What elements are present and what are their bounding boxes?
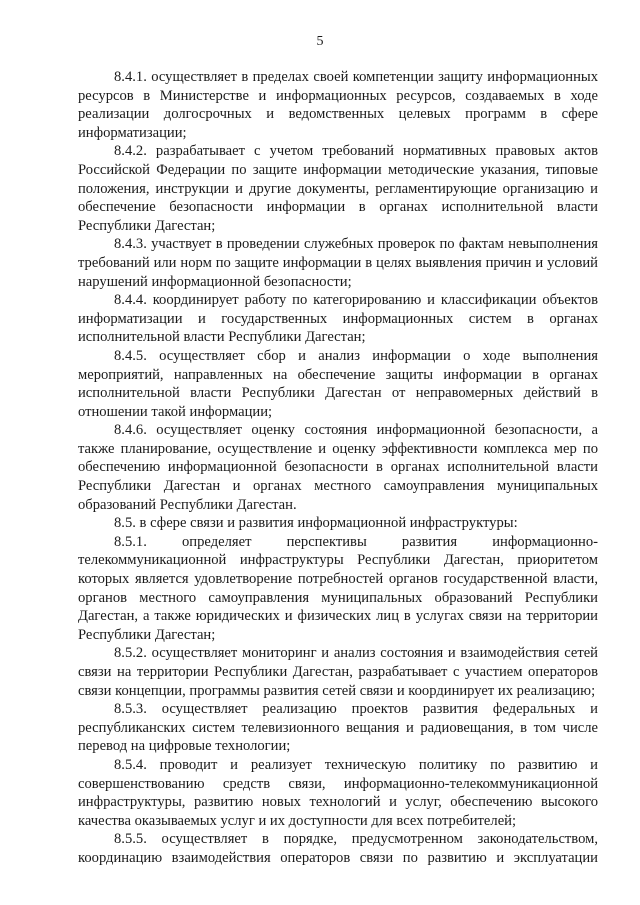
page-number: 5 [316,34,324,49]
paragraph-8-4-6: 8.4.6. осуществляет оценку состояния информационной безопасности, а также планирование, осуществление и оценку эффективности комплекса мер по обеспечению информационной безопасности в органах исполнительной власти Республики Дагестан и органах местного самоуправления муниципальных образований Республики Дагестан. [78,422,598,513]
document-body [78,68,598,868]
paragraph-8-5-5: 8.5.5. осуществляет в порядке, предусмотренном законодательством, координацию взаимодействия операторов связи по развитию и эксплуатации [78,831,598,866]
paragraph-8-5-4: 8.5.4. проводит и реализует техническую политику по развитию и совершенствованию средств связи, информационно-телекоммуникационной инфраструктуры, развитию новых технологий и услуг, обеспечению высокого качества оказываемых услуг и их доступности для всех потребителей; [78,756,598,829]
section-heading-8-5: 8.5. в сфере связи и развития информационной инфраструктуры: [114,515,518,532]
paragraph-8-4-2: 8.4.2. разрабатывает с учетом требований нормативных правовых актов Российской Федерации по защите информации методические указания, типовые положения, инструкции и другие документы, регламентирующие организацию и обеспечение безопасности информации в органах исполнительной власти Республики Дагестан; [78,143,598,234]
paragraph-8-5-2: 8.5.2. осуществляет мониторинг и анализ состояния и взаимодействия сетей связи на территории Республики Дагестан, разрабатывает с участием операторов связи концепции, программы развития сетей связи и координирует их реализацию; [78,645,598,699]
paragraph-8-5-3: 8.5.3. осуществляет реализацию проектов развития федеральных и республиканских систем телевизионного вещания и радиовещания, в том числе перевод на цифровые технологии; [78,701,598,755]
paragraph-8-4-3: 8.4.3. участвует в проведении служебных проверок по фактам невыполнения требований или норм по защите информации в целях выявления причин и условий нарушений информационной безопасности; [78,236,598,290]
paragraph-8-4-1: 8.4.1. осуществляет в пределах своей компетенции защиту информационных ресурсов в Министерстве и информационных ресурсов, создаваемых в ходе реализации долгосрочных и ведомственных целевых программ в сфере информатизации; [78,69,598,141]
paragraph-8-4-4: 8.4.4. координирует работу по категорированию и классификации объектов информатизации и государственных информационных систем в органах исполнительной власти Республики Дагестан; [78,292,598,346]
paragraph-8-5-1: 8.5.1. определяет перспективы развития информационно-телекоммуникационной инфраструктуры Республики Дагестан, приоритетом которых является удовлетворение потребностей органов государственной власти, органов местного самоуправления муниципальных образований Республики Дагестан, а также юридических и физических лиц в услугах связи на территории Республики Дагестан; [78,533,598,643]
paragraph-8-4-5: 8.4.5. осуществляет сбор и анализ информации о ходе выполнения мероприятий, направленных на обеспечение защиты информации в органах исполнительной власти Республики Дагестан от неправомерных действий в отношении такой информации; [78,347,598,420]
